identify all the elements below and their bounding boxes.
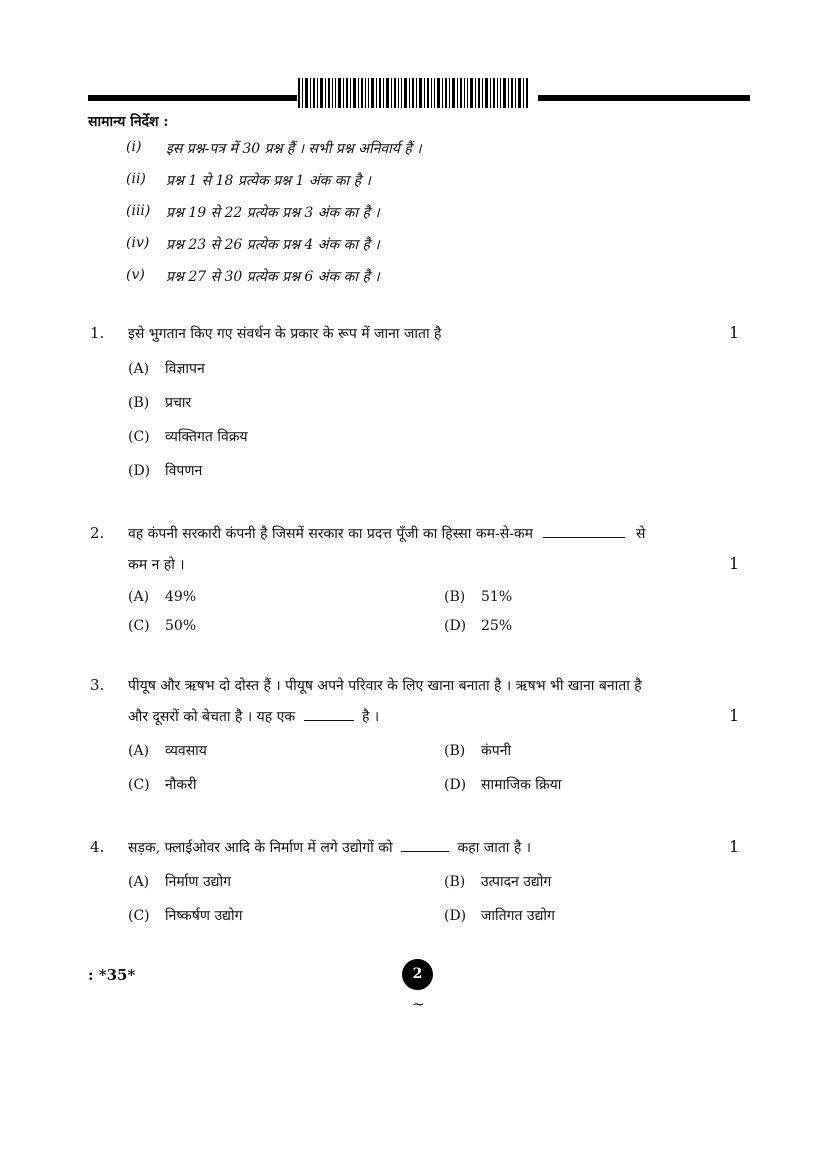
instruction-item — [126, 203, 746, 223]
option-d[interactable] — [444, 906, 555, 925]
option-label: (A) — [128, 361, 150, 377]
option-text: विपणन — [165, 463, 203, 479]
instruction-item — [126, 267, 746, 287]
option-label: (C) — [128, 908, 150, 924]
question-text-part: वह कंपनी सरकारी कंपनी है जिसमें सरकार का प्रदत्त पूँजी का हिस्सा कम-से-कम — [128, 526, 534, 542]
instruction-number: (iv) — [126, 235, 150, 251]
option-label: (D) — [444, 908, 467, 924]
question-number: 1. — [90, 324, 105, 342]
question-text: इसे भुगतान किए गए संवर्धन के प्रकार के रूप में जाना जाता है — [128, 326, 442, 342]
option-label: (B) — [444, 743, 466, 759]
instruction-text: प्रश्न 27 से 30 प्रत्येक प्रश्न 6 अंक का है । — [166, 269, 380, 285]
instruction-text: प्रश्न 1 से 18 प्रत्येक प्रश्न 1 अंक का है । — [166, 173, 371, 189]
option-label: (B) — [128, 395, 150, 411]
barcode — [298, 78, 528, 108]
question-number: 3. — [90, 676, 105, 694]
option-text: व्यक्तिगत विक्रय — [165, 429, 248, 445]
question-number: 4. — [90, 838, 105, 856]
option-text: नौकरी — [165, 777, 197, 793]
header-rule-left — [88, 95, 297, 101]
instruction-text: इस प्रश्न-पत्र में 30 प्रश्न हैं । सभी प्रश्न अनिवार्य हैं । — [166, 141, 422, 157]
question-text-part: और दूसरों को बेचता है । यह एक — [128, 709, 296, 725]
instruction-number: (i) — [126, 139, 142, 155]
option-a[interactable] — [128, 359, 205, 378]
instruction-number: (ii) — [126, 171, 146, 187]
question-text: पीयूष और ऋषभ दो दोस्त हैं । पीयूष अपने परिवार के लिए खाना बनाता है । ऋषभ भी खाना बनाता है — [128, 678, 642, 694]
question-text-line2: कम न हो । — [128, 557, 185, 573]
question-text-part: सड़क, फ्लाईओवर आदि के निर्माण में लगे उद्योगों को — [128, 840, 393, 856]
instruction-item — [126, 139, 746, 159]
option-a[interactable] — [128, 872, 231, 891]
instructions-heading: सामान्य निर्देश : — [88, 114, 169, 130]
option-text: कंपनी — [481, 743, 512, 759]
option-label: (A) — [128, 589, 150, 605]
option-text: निर्माण उद्योग — [165, 874, 231, 890]
option-b[interactable] — [444, 872, 551, 891]
header-rule-right — [538, 95, 750, 101]
option-c[interactable] — [128, 427, 248, 446]
option-label: (B) — [444, 589, 466, 605]
option-text: सामाजिक क्रिया — [481, 777, 562, 793]
question-marks: 1 — [729, 837, 740, 856]
option-label: (B) — [444, 874, 466, 890]
instruction-number: (v) — [126, 267, 145, 283]
answer-blank — [543, 525, 625, 538]
option-text: 50% — [165, 618, 197, 634]
option-text: निष्कर्षण उद्योग — [165, 908, 243, 924]
option-a[interactable] — [128, 741, 207, 760]
instruction-text: प्रश्न 19 से 22 प्रत्येक प्रश्न 3 अंक का है । — [166, 205, 380, 221]
option-text: विज्ञापन — [165, 361, 205, 377]
option-c[interactable] — [128, 906, 242, 925]
option-label: (C) — [128, 777, 150, 793]
question-number: 2. — [90, 524, 105, 542]
question-text — [128, 838, 531, 857]
question-text — [128, 524, 645, 543]
option-b[interactable] — [444, 589, 512, 605]
option-label: (D) — [444, 777, 467, 793]
option-c[interactable] — [128, 618, 196, 634]
option-text: 49% — [165, 589, 197, 605]
option-label: (D) — [444, 618, 467, 634]
question-text-part: कहा जाता है । — [457, 840, 532, 856]
question-marks: 1 — [729, 323, 740, 342]
instruction-item — [126, 235, 746, 255]
option-label: (D) — [128, 463, 151, 479]
option-text: 25% — [481, 618, 513, 634]
question-text-part: है । — [362, 709, 380, 725]
option-d[interactable] — [444, 775, 561, 794]
instruction-text: प्रश्न 23 से 26 प्रत्येक प्रश्न 4 अंक का है । — [166, 237, 380, 253]
option-text: व्यवसाय — [165, 743, 207, 759]
question-marks: 1 — [729, 554, 740, 573]
option-d[interactable] — [444, 618, 512, 634]
option-label: (C) — [128, 429, 150, 445]
question-marks: 1 — [729, 706, 740, 725]
option-b[interactable] — [444, 741, 511, 760]
option-b[interactable] — [128, 393, 191, 412]
question-text-line2 — [128, 707, 379, 726]
option-a[interactable] — [128, 589, 196, 605]
option-label: (C) — [128, 618, 150, 634]
instruction-item — [126, 171, 746, 191]
page-number: 2 — [402, 959, 433, 990]
answer-blank — [401, 839, 449, 852]
option-text: जातिगत उद्योग — [481, 908, 555, 924]
question-text-part: से — [635, 526, 646, 542]
option-label: (A) — [128, 874, 150, 890]
option-c[interactable] — [128, 775, 197, 794]
tilde-mark: ~ — [412, 995, 425, 1013]
option-text: 51% — [481, 589, 513, 605]
option-text: प्रचार — [165, 395, 192, 411]
instruction-number: (iii) — [126, 203, 151, 219]
paper-code: : *35* — [88, 966, 136, 984]
option-text: उत्पादन उद्योग — [481, 874, 552, 890]
answer-blank — [304, 708, 354, 721]
option-d[interactable] — [128, 461, 202, 480]
option-label: (A) — [128, 743, 150, 759]
